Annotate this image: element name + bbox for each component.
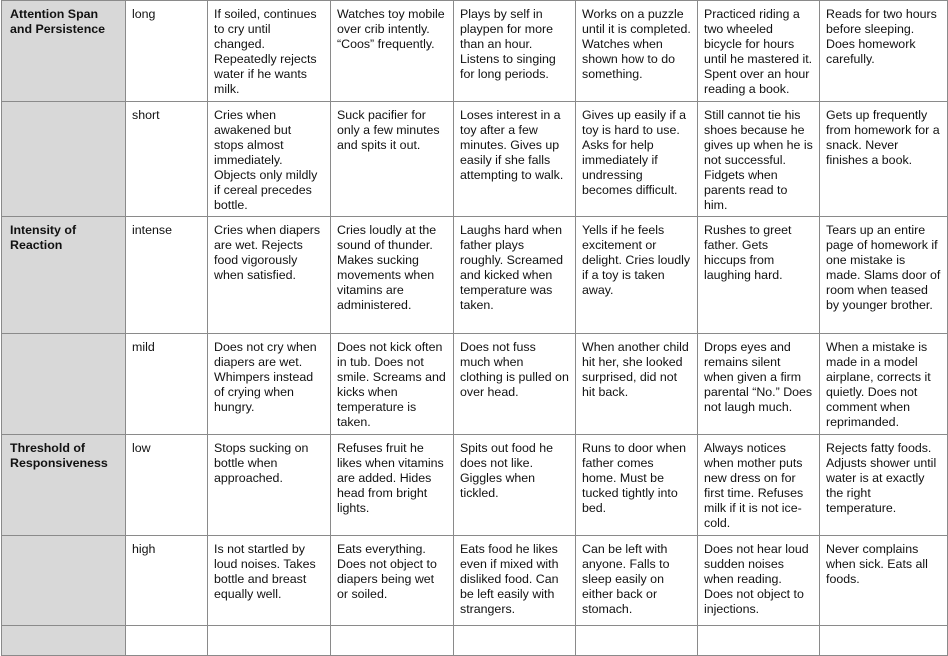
description-cell: When another child hit her, she looked surprised, did not hit back. <box>576 334 698 435</box>
description-cell: Cries loudly at the sound of thunder. Makes sucking movements when vitamins are administered. <box>331 217 454 334</box>
description-cell: Watches toy mobile over crib intently. “Coos” frequently. <box>331 1 454 102</box>
table-row <box>2 1 948 102</box>
description-cell: Works on a puzzle until it is completed. Watches when shown how to do something. <box>576 1 698 102</box>
category-cell: Threshold of Responsiveness <box>2 435 126 536</box>
level-cell: long <box>126 1 208 102</box>
description-cell: Does not fuss much when clothing is pulled on over head. <box>454 334 576 435</box>
description-cell: Rushes to greet father. Gets hiccups from laughing hard. <box>698 217 820 334</box>
description-cell: If soiled, continues to cry until changed. Repeatedly rejects water if he wants milk. <box>208 1 331 102</box>
description-cell: Cries when awakened but stops almost immediately. Objects only mildly if cereal precedes bottle. <box>208 102 331 217</box>
description-cell <box>454 626 576 656</box>
description-cell: Runs to door when father comes home. Must be tucked tightly into bed. <box>576 435 698 536</box>
description-cell: Does not kick often in tub. Does not smile. Screams and kicks when temperature is taken. <box>331 334 454 435</box>
table-row <box>2 217 948 334</box>
description-cell <box>331 626 454 656</box>
description-cell <box>208 626 331 656</box>
description-cell: Gets up frequently from homework for a snack. Never finishes a book. <box>820 102 948 217</box>
description-cell: Does not hear loud sudden noises when reading. Does not object to injections. <box>698 536 820 626</box>
description-cell: Eats everything. Does not object to diapers being wet or soiled. <box>331 536 454 626</box>
description-cell: Refuses fruit he likes when vitamins are added. Hides head from bright lights. <box>331 435 454 536</box>
description-cell: When a mistake is made in a model airplane, corrects it quietly. Does not comment when reprimanded. <box>820 334 948 435</box>
description-cell: Still cannot tie his shoes because he gives up when he is not successful. Fidgets when parents read to him. <box>698 102 820 217</box>
description-cell: Plays by self in playpen for more than an hour. Listens to singing for long periods. <box>454 1 576 102</box>
description-cell: Can be left with anyone. Falls to sleep easily on either back or stomach. <box>576 536 698 626</box>
description-cell: Stops sucking on bottle when approached. <box>208 435 331 536</box>
category-cell: Intensity of Reaction <box>2 217 126 334</box>
description-cell: Loses interest in a toy after a few minutes. Gives up easily if she falls attempting to walk. <box>454 102 576 217</box>
description-cell: Eats food he likes even if mixed with disliked food. Can be left easily with strangers. <box>454 536 576 626</box>
level-cell: short <box>126 102 208 217</box>
table-row <box>2 536 948 626</box>
temperament-table <box>1 0 948 656</box>
description-cell: Laughs hard when father plays roughly. Screamed and kicked when temperature was taken. <box>454 217 576 334</box>
category-cell <box>2 334 126 435</box>
table-row <box>2 435 948 536</box>
category-cell <box>2 536 126 626</box>
table-row <box>2 626 948 656</box>
description-cell: Spits out food he does not like. Giggles when tickled. <box>454 435 576 536</box>
description-cell: Is not startled by loud noises. Takes bottle and breast equally well. <box>208 536 331 626</box>
level-cell: intense <box>126 217 208 334</box>
description-cell <box>698 626 820 656</box>
category-cell <box>2 626 126 656</box>
description-cell: Never complains when sick. Eats all foods. <box>820 536 948 626</box>
description-cell: Always notices when mother puts new dress on for first time. Refuses milk if it is not ice-cold. <box>698 435 820 536</box>
level-cell: high <box>126 536 208 626</box>
description-cell <box>820 626 948 656</box>
description-cell: Suck pacifier for only a few minutes and spits it out. <box>331 102 454 217</box>
description-cell: Practiced riding a two wheeled bicycle for hours until he mastered it. Spent over an hour reading a book. <box>698 1 820 102</box>
description-cell: Yells if he feels excitement or delight. Cries loudly if a toy is taken away. <box>576 217 698 334</box>
description-cell: Rejects fatty foods. Adjusts shower until water is at exactly the right temperature. <box>820 435 948 536</box>
table-row <box>2 334 948 435</box>
level-cell: low <box>126 435 208 536</box>
description-cell <box>576 626 698 656</box>
description-cell: Gives up easily if a toy is hard to use. Asks for help immediately if undressing becomes difficult. <box>576 102 698 217</box>
description-cell: Reads for two hours before sleeping. Does homework carefully. <box>820 1 948 102</box>
category-cell <box>2 102 126 217</box>
description-cell: Cries when diapers are wet. Rejects food vigorously when satisfied. <box>208 217 331 334</box>
table-row <box>2 102 948 217</box>
description-cell: Tears up an entire page of homework if one mistake is made. Slams door of room when teased by younger brother. <box>820 217 948 334</box>
category-cell: Attention Span and Persistence <box>2 1 126 102</box>
description-cell: Does not cry when diapers are wet. Whimpers instead of crying when hungry. <box>208 334 331 435</box>
level-cell <box>126 626 208 656</box>
level-cell: mild <box>126 334 208 435</box>
description-cell: Drops eyes and remains silent when given a firm parental “No.” Does not laugh much. <box>698 334 820 435</box>
